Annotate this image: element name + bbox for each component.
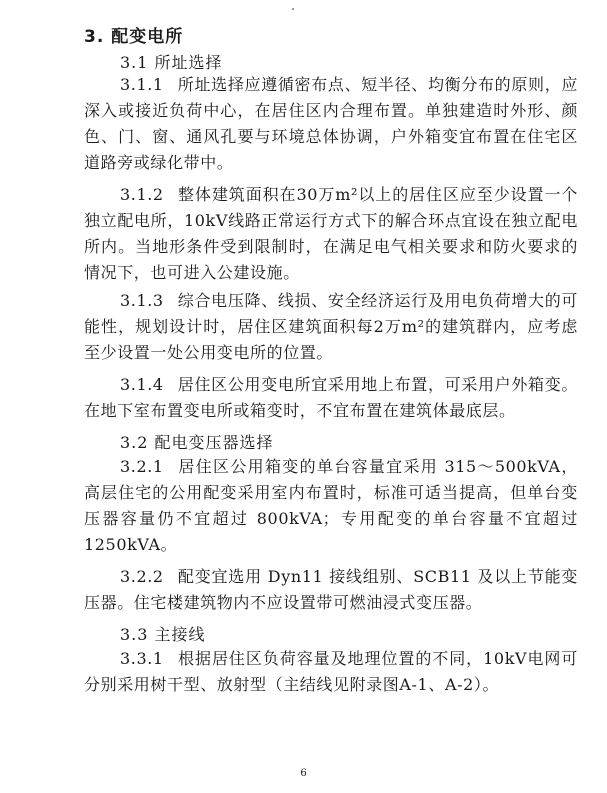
- clause-3-2-1: [84, 454, 578, 558]
- clause-number: 3.2.1: [120, 457, 164, 476]
- clause-number: 3.2.2: [120, 567, 164, 586]
- clause-number: 3.1.3: [120, 291, 164, 310]
- clause-3-1-1: [84, 72, 578, 176]
- subsection-heading-3-3: 3.3 主接线: [120, 625, 206, 644]
- clause-number: 3.1.1: [120, 75, 164, 94]
- clause-text: 居住区公用箱变的单台容量宜采用 315～500kVA，高层住宅的公用配变采用室内布置时，标准可适当提高，但单台变压器容量仍不宜超过 800kVA；专用配变的单台容量不宜超过1250kVA。: [84, 457, 578, 554]
- section-title: 3. 配变电所: [84, 27, 184, 47]
- clause-text: 整体建筑面积在30万m²以上的居住区应至少设置一个独立配电所，10kV线路正常运行方式下的解合环点宜设在独立配电所内。当地形条件受到限制时，在满足电气相关要求和防火要求的情况下，也可进入公建设施。: [84, 185, 578, 282]
- clause-text: 所址选择应遵循密布点、短半径、均衡分布的原则，应深入或接近负荷中心，在居住区内合理布置。单独建造时外形、颜色、门、窗、通风孔要与环境总体协调，户外箱变宜布置在住宅区道路旁或绿化带中。: [84, 75, 578, 172]
- clause-3-2-2: [84, 564, 578, 616]
- clause-number: 3.3.1: [120, 649, 164, 668]
- clause-text: 综合电压降、线损、安全经济运行及用电负荷增大的可能性，规划设计时，居住区建筑面积每2万m²的建筑群内，应考虑至少设置一处公用变电所的位置。: [84, 291, 578, 362]
- page-number: 6: [300, 768, 307, 779]
- subsection-heading-3-2: 3.2 配电变压器选择: [120, 433, 274, 452]
- scan-speck: [292, 8, 294, 10]
- clause-3-1-3: [84, 288, 578, 366]
- subsection-heading-3-1: 3.1 所址选择: [120, 53, 223, 72]
- clause-number: 3.1.2: [120, 185, 164, 204]
- clause-3-1-2: [84, 182, 578, 286]
- clause-text: 居住区公用变电所宜采用地上布置，可采用户外箱变。在地下室布置变电所或箱变时，不宜布置在建筑体最底层。: [84, 375, 578, 420]
- clause-3-3-1: [84, 646, 578, 698]
- clause-text: 根据居住区负荷容量及地理位置的不同，10kV电网可分别采用树干型、放射型（主结线见附录图A-1、A-2）。: [84, 649, 578, 694]
- clause-text: 配变宜选用 Dyn11 接线组别、SCB11 及以上节能变压器。住宅楼建筑物内不应设置带可燃油浸式变压器。: [84, 567, 578, 612]
- clause-3-1-4: [84, 372, 578, 424]
- clause-number: 3.1.4: [120, 375, 164, 394]
